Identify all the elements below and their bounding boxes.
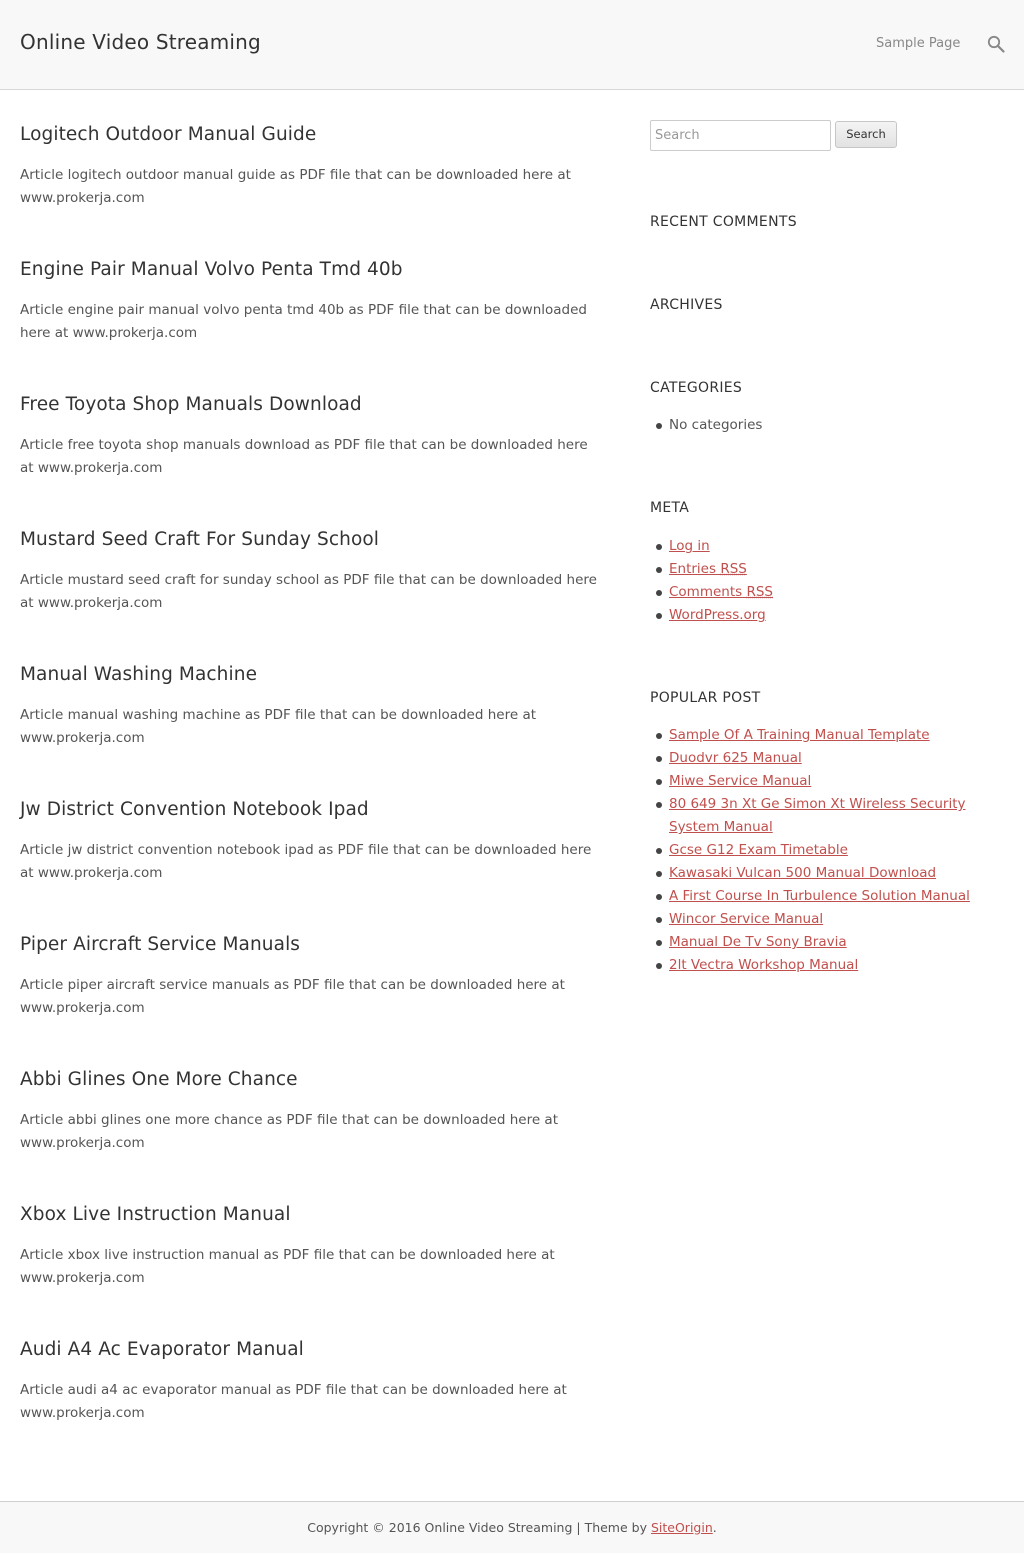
post-excerpt: Article piper aircraft service manuals as PDF file that can be downloaded here at www.prokerja.com (20, 977, 565, 1016)
site-footer (0, 1501, 1024, 1553)
category-label: No categories (669, 417, 763, 433)
post-excerpt: Article mustard seed craft for sunday school as PDF file that can be downloaded here at www.prokerja.com (20, 572, 597, 611)
list-item (650, 954, 1010, 977)
popular-post-link[interactable]: Manual De Tv Sony Bravia (669, 934, 847, 950)
list-item (650, 862, 1010, 885)
post-excerpt: Article free toyota shop manuals download as PDF file that can be downloaded here at www.prokerja.com (20, 437, 588, 476)
copyright-text: Copyright © 2016 Online Video Streaming | Theme by (307, 1520, 651, 1535)
post-title[interactable]: Free Toyota Shop Manuals Download (20, 394, 362, 415)
post-item (20, 1203, 605, 1290)
popular-post-link[interactable]: 2lt Vectra Workshop Manual (669, 957, 859, 973)
link-text: Comments (669, 584, 747, 600)
footer-period: . (712, 1520, 717, 1535)
list-item (650, 535, 1010, 558)
list-item (650, 885, 1010, 908)
list-item (650, 581, 1010, 604)
popular-post-link[interactable]: Gcse G12 Exam Timetable (669, 842, 848, 858)
wordpress-org-link[interactable]: WordPress.org (669, 607, 766, 623)
rss-abbr: RSS (720, 561, 747, 577)
rss-abbr: RSS (746, 584, 773, 600)
post-item (20, 663, 605, 750)
search-input[interactable]: Search (650, 120, 831, 151)
archives-title: ARCHIVES (650, 297, 723, 313)
comments-rss-link[interactable] (669, 584, 773, 600)
categories-list (650, 414, 1010, 437)
post-excerpt: Article logitech outdoor manual guide as PDF file that can be downloaded here at www.prokerja.com (20, 167, 571, 206)
popular-post-link[interactable]: Wincor Service Manual (669, 911, 824, 927)
post-title[interactable]: Audi A4 Ac Evaporator Manual (20, 1339, 304, 1360)
list-item (650, 604, 1010, 627)
post-item (20, 393, 605, 480)
post-title[interactable]: Mustard Seed Craft For Sunday School (20, 529, 380, 550)
entries-rss-link[interactable] (669, 561, 747, 577)
post-excerpt: Article engine pair manual volvo penta tmd 40b as PDF file that can be downloaded here at www.prokerja.com (20, 302, 587, 341)
list-item (650, 839, 1010, 862)
post-title[interactable]: Manual Washing Machine (20, 664, 258, 685)
meta-title: META (650, 500, 690, 516)
list-item (650, 908, 1010, 931)
meta-list (650, 535, 1010, 627)
post-title[interactable]: Abbi Glines One More Chance (20, 1069, 298, 1090)
post-excerpt: Article xbox live instruction manual as PDF file that can be downloaded here at www.prokerja.com (20, 1247, 555, 1286)
post-title[interactable]: Logitech Outdoor Manual Guide (20, 124, 317, 145)
categories-title: CATEGORIES (650, 380, 743, 396)
nav-item-sample-page[interactable]: Sample Page (876, 36, 961, 51)
post-title[interactable]: Engine Pair Manual Volvo Penta Tmd 40b (20, 259, 403, 280)
post-title[interactable]: Piper Aircraft Service Manuals (20, 934, 301, 955)
list-item (650, 770, 1010, 793)
search-button[interactable]: Search (835, 121, 897, 148)
post-title[interactable]: Xbox Live Instruction Manual (20, 1204, 291, 1225)
list-item (650, 747, 1010, 770)
post-item (20, 528, 605, 615)
list-item (650, 793, 1010, 839)
link-text: Entries (669, 561, 721, 577)
list-item (650, 558, 1010, 581)
search-icon[interactable] (987, 35, 1005, 53)
recent-comments-title: RECENT COMMENTS (650, 214, 797, 230)
popular-post-list (650, 724, 1010, 977)
popular-post-link[interactable]: A First Course In Turbulence Solution Manual (669, 888, 970, 904)
post-excerpt: Article jw district convention notebook ipad as PDF file that can be downloaded here at www.prokerja.com (20, 842, 592, 881)
popular-post-link[interactable]: Sample Of A Training Manual Template (669, 727, 930, 743)
post-item (20, 1068, 605, 1155)
list-item (650, 724, 1010, 747)
post-excerpt: Article audi a4 ac evaporator manual as PDF file that can be downloaded here at www.prokerja.com (20, 1382, 567, 1421)
siteorigin-link[interactable]: SiteOrigin (650, 1520, 713, 1535)
post-item (20, 123, 605, 210)
post-item (20, 1338, 605, 1425)
post-item (20, 798, 605, 885)
popular-post-link[interactable]: Kawasaki Vulcan 500 Manual Download (669, 865, 937, 881)
site-title[interactable]: Online Video Streaming (20, 30, 261, 54)
list-item (650, 931, 1010, 954)
post-item (20, 933, 605, 1020)
post-item (20, 258, 605, 345)
popular-post-link[interactable]: 80 649 3n Xt Ge Simon Xt Wireless Security System Manual (669, 796, 966, 835)
list-item (650, 414, 1010, 437)
log-in-link[interactable]: Log in (669, 538, 710, 554)
post-excerpt: Article abbi glines one more chance as PDF file that can be downloaded here at www.prokerja.com (20, 1112, 558, 1151)
popular-post-link[interactable]: Miwe Service Manual (669, 773, 812, 789)
popular-post-link[interactable]: Duodvr 625 Manual (669, 750, 802, 766)
post-title[interactable]: Jw District Convention Notebook Ipad (20, 799, 369, 820)
site-header (0, 0, 1024, 90)
popular-post-title: POPULAR POST (650, 690, 761, 706)
post-excerpt: Article manual washing machine as PDF file that can be downloaded here at www.prokerja.com (20, 707, 537, 746)
